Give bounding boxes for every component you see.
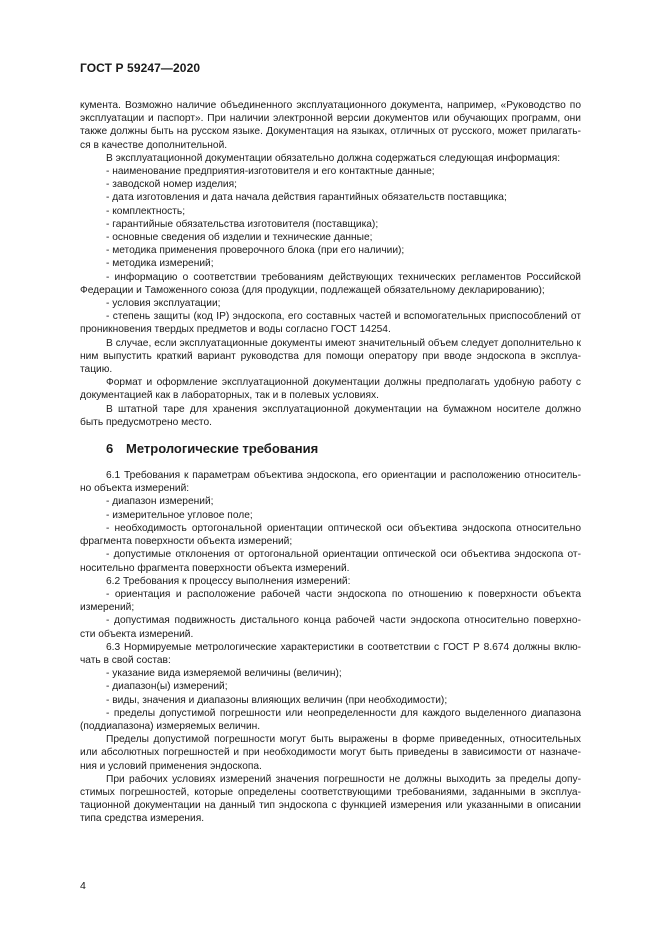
paragraph: - виды, значения и диапазоны влияющих величин (при необходимости); — [106, 694, 448, 706]
page-header-title: ГОСТ Р 59247—2020 — [80, 61, 201, 75]
section-title: Метрологические требования — [126, 441, 319, 457]
paragraph: - диапазон измерений; — [106, 496, 214, 508]
paragraph: В эксплуатационной документации обязательно должна содержаться следующая информация: — [106, 152, 561, 164]
paragraph: - допустимая подвижность дистального конца рабочей части эндоскопа относительно поверхно- сти объекта измерений. — [80, 615, 581, 640]
paragraph: 6.2 Требования к процессу выполнения измерений: — [106, 575, 351, 587]
paragraph: - степень защиты (код IP) эндоскопа, его составных частей и вспомогательных приспособлений от проникновения твердых предметов и воды согласно ГОСТ 14254. — [80, 311, 581, 336]
section-heading — [80, 441, 581, 457]
paragraph: - указание вида измеряемой величины (величин); — [106, 668, 342, 680]
paragraph: - ориентация и расположение рабочей части эндоскопа по отношению к поверхности объекта измерений; — [80, 588, 581, 614]
paragraph: - комплектность; — [106, 205, 186, 217]
paragraph: Формат и оформление эксплуатационной документации должны предполагать удобную работу с документацией как в лабораторных, так и в полевых условиях. — [80, 377, 581, 402]
paragraph: - методика применения проверочного блока (при его наличии); — [106, 245, 405, 257]
document-body — [80, 99, 581, 826]
intro-paragraphs — [80, 99, 581, 429]
page-number: 4 — [80, 880, 86, 892]
section-number: 6 — [106, 441, 114, 457]
paragraph: В штатной таре для хранения эксплуатационной документации на бумажном носителе должно быть предусмотрено место. — [80, 403, 581, 428]
paragraph: кумента. Возможно наличие объединенного эксплуатационного документа, например, «Руководство по эксплуатации и паспорт». При наличии электронной версии документов или обучающих программ, они также должны быть на русском языке. Документация на языках, отличных от русского, может прилагать- ся в качестве дополнительной. — [80, 100, 581, 151]
paragraph: В случае, если эксплуатационные документы имеют значительный объем следует дополнительно к ним выпустить краткий вариант руководства для помощи оператору при вводе эндоскопа в эксплуа- тацию. — [80, 337, 581, 376]
paragraph: - пределы допустимой погрешности или неопределенности для каждого выделенного диапазона (поддиапазона) измеряемых величин. — [80, 707, 581, 732]
paragraph: - основные сведения об изделии и технические данные; — [106, 232, 373, 244]
paragraph: 6.1 Требования к параметрам объектива эндоскопа, его ориентации и расположению относитель- но объекта измерений: — [80, 470, 581, 495]
paragraph: - условия эксплуатации; — [106, 298, 221, 310]
paragraph: - допустимые отклонения от ортогональной ориентации оптической оси объектива эндоскопа от- носительно фрагмента поверхности объекта измерений. — [80, 549, 581, 574]
paragraph: При рабочих условиях измерений значения погрешности не должны выходить за пределы допу- стимых погрешностей, которые определены соответствующими требованиями, заданными в эксплуа- тационной документации на данный тип эндоскопа с функцией измерения или указанными в описании типа средства измерения. — [80, 773, 581, 825]
paragraph: Пределы допустимой погрешности могут быть выражены в форме приведенных, относительных или абсолютных погрешностей и при необходимости могут быть приведены в зависимости от назначе- ния и условий применения эндоскопа. — [80, 734, 581, 772]
paragraph: - измерительное угловое поле; — [106, 509, 253, 521]
section-paragraphs — [80, 469, 581, 825]
paragraph: - информацию о соответствии требованиям действующих технических регламентов Российской Федерации и Таможенного союза (для продукции, подлежащей обязательному декларированию); — [80, 271, 581, 296]
paragraph: - необходимость ортогональной ориентации оптической оси объектива эндоскопа относительно фрагмента поверхности объекта измерений; — [80, 522, 581, 548]
paragraph: - дата изготовления и дата начала действия гарантийных обязательств поставщика; — [106, 192, 507, 204]
paragraph: - заводской номер изделия; — [106, 179, 237, 191]
paragraph: 6.3 Нормируемые метрологические характеристики в соответствии с ГОСТ Р 8.674 должны вклю- чать в свой состав: — [80, 641, 581, 666]
paragraph: - наименование предприятия-изготовителя и его контактные данные; — [106, 166, 435, 178]
paragraph: - диапазон(ы) измерений; — [106, 681, 228, 693]
paragraph: - методика измерений; — [106, 258, 214, 270]
paragraph: - гарантийные обязательства изготовителя (поставщика); — [106, 218, 379, 230]
